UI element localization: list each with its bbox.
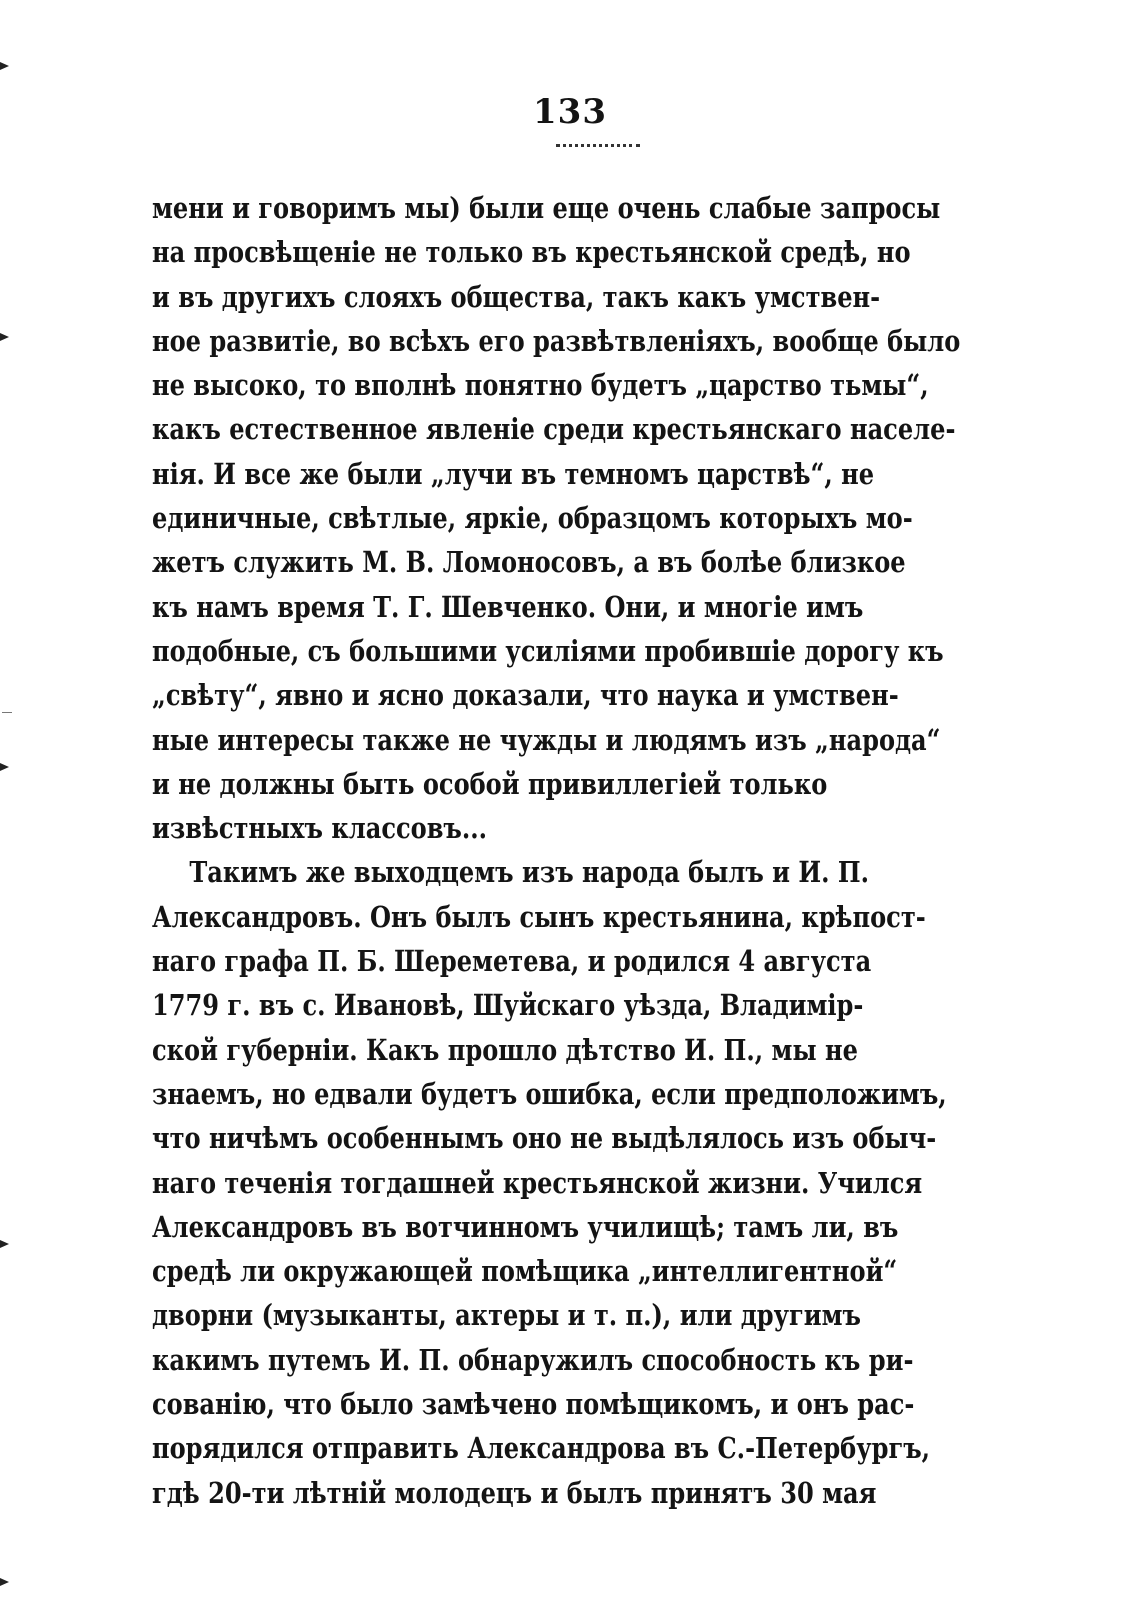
text-line: какъ естественное явленіе среди крестьянскаго населе-: [152, 412, 956, 447]
text-line: дворни (музыканты, актеры и т. п.), или другимъ: [152, 1298, 862, 1333]
text-line: мени и говоримъ мы) были еще очень слабые запросы: [152, 191, 941, 225]
text-line: порядился отправить Александрова въ С.-Петербургъ,: [152, 1431, 931, 1466]
text-line: извѣстныхъ классовъ...: [152, 811, 488, 846]
text-block: [152, 186, 1042, 1515]
margin-mark: [0, 333, 9, 341]
text-line: къ намъ время Т. Г. Шевченко. Они, и многіе имъ: [152, 589, 864, 624]
text-line: средѣ ли окружающей помѣщика „интеллигентной“: [152, 1254, 898, 1289]
text-line: что ничѣмъ особеннымъ оно не выдѣлялось изъ обыч-: [152, 1121, 937, 1156]
text-line: не высоко, то вполнѣ понятно будетъ „царство тьмы“,: [152, 368, 929, 403]
text-line: ные интересы также не чужды и людямъ изъ „народа“: [152, 722, 941, 757]
page-number: 133: [533, 92, 607, 132]
text-line: Такимъ же выходцемъ изъ народа былъ и И. П.: [189, 855, 870, 890]
margin-mark: [0, 763, 9, 771]
text-line: ской губерніи. Какъ прошло дѣтство И. П., мы не: [152, 1032, 858, 1067]
text-line: нія. И все же были „лучи въ темномъ царствѣ“, не: [152, 456, 875, 491]
text-line: „свѣту“, явно и ясно доказали, что наука и умствен-: [152, 678, 899, 713]
text-line: Александровъ. Онъ былъ сынъ крестьянина, крѣпост-: [152, 899, 926, 934]
text-line: наго теченія тогдашней крестьянской жизни. Учился: [152, 1165, 923, 1200]
text-line: сованію, что было замѣчено помѣщикомъ, и онъ рас-: [152, 1387, 915, 1422]
text-line: на просвѣщеніе не только въ крестьянской средѣ, но: [152, 235, 911, 270]
text-line: 1779 г. въ с. Ивановѣ, Шуйскаго уѣзда, Владимір-: [152, 988, 864, 1023]
text-line: Александровъ въ вотчинномъ училищѣ; тамъ ли, въ: [152, 1209, 899, 1244]
text-line: жетъ служить М. В. Ломоносовъ, а въ болѣе близкое: [152, 545, 906, 580]
text-line: и въ другихъ слояхъ общества, такъ какъ умствен-: [152, 279, 881, 314]
margin-mark: [0, 1578, 9, 1586]
text-line: какимъ путемъ И. П. обнаружилъ способность къ ри-: [152, 1342, 914, 1377]
margin-mark: [0, 62, 9, 70]
text-line: подобные, съ большими усиліями пробившіе дорогу къ: [152, 633, 944, 668]
text-line: ное развитіе, во всѣхъ его развѣтвленіяхъ, вообще было: [152, 323, 961, 358]
text-line: наго графа П. Б. Шереметева, и родился 4 августа: [152, 944, 872, 979]
text-line: гдѣ 20-ти лѣтній молодецъ и былъ принятъ 30 мая: [152, 1475, 877, 1510]
text-line: и не должны быть особой привиллегіей только: [152, 766, 828, 801]
text-line: знаемъ, но едвали будетъ ошибка, если предположимъ,: [152, 1076, 947, 1111]
page-number-rule: [556, 144, 640, 147]
margin-mark: [0, 1240, 9, 1248]
margin-dash: [2, 712, 12, 713]
text-line: единичные, свѣтлые, яркіе, образцомъ которыхъ мо-: [152, 501, 913, 536]
